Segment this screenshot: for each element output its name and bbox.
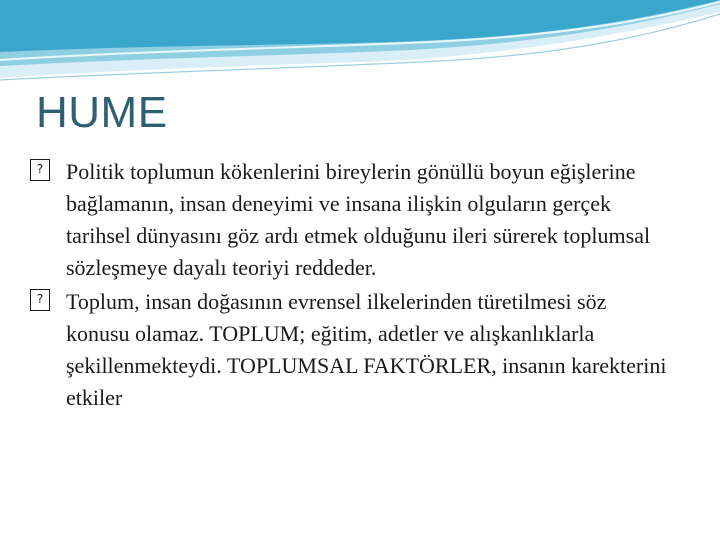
- bullet-text-1: Politik toplumun kökenlerini bireylerin gönüllü boyun eğişlerine bağlamanın, insan deneyimi ve insana ilişkin olguların gerçek tarihsel dünyasını göz ardı etmek olduğunu ileri sürerek toplumsal sözleşmeye dayalı teoriyi reddeder.: [66, 159, 651, 280]
- bullet-paragraph-2: [30, 286, 670, 414]
- bullet-paragraph-1: [30, 156, 670, 284]
- slide-body: [30, 156, 670, 416]
- missing-glyph-box-icon: ?: [30, 289, 50, 311]
- missing-glyph-box-icon: ?: [30, 159, 50, 181]
- header-wave-decoration: [0, 0, 720, 90]
- slide-title: HUME: [36, 88, 168, 137]
- bullet-text-2: Toplum, insan doğasının evrensel ilkelerinden türetilmesi söz konusu olamaz. TOPLUM; eğitim, adetler ve alışkanlıklarla şekillenmekteydi. TOPLUMSAL FAKTÖRLER, insanın karekterini etkiler: [66, 289, 667, 410]
